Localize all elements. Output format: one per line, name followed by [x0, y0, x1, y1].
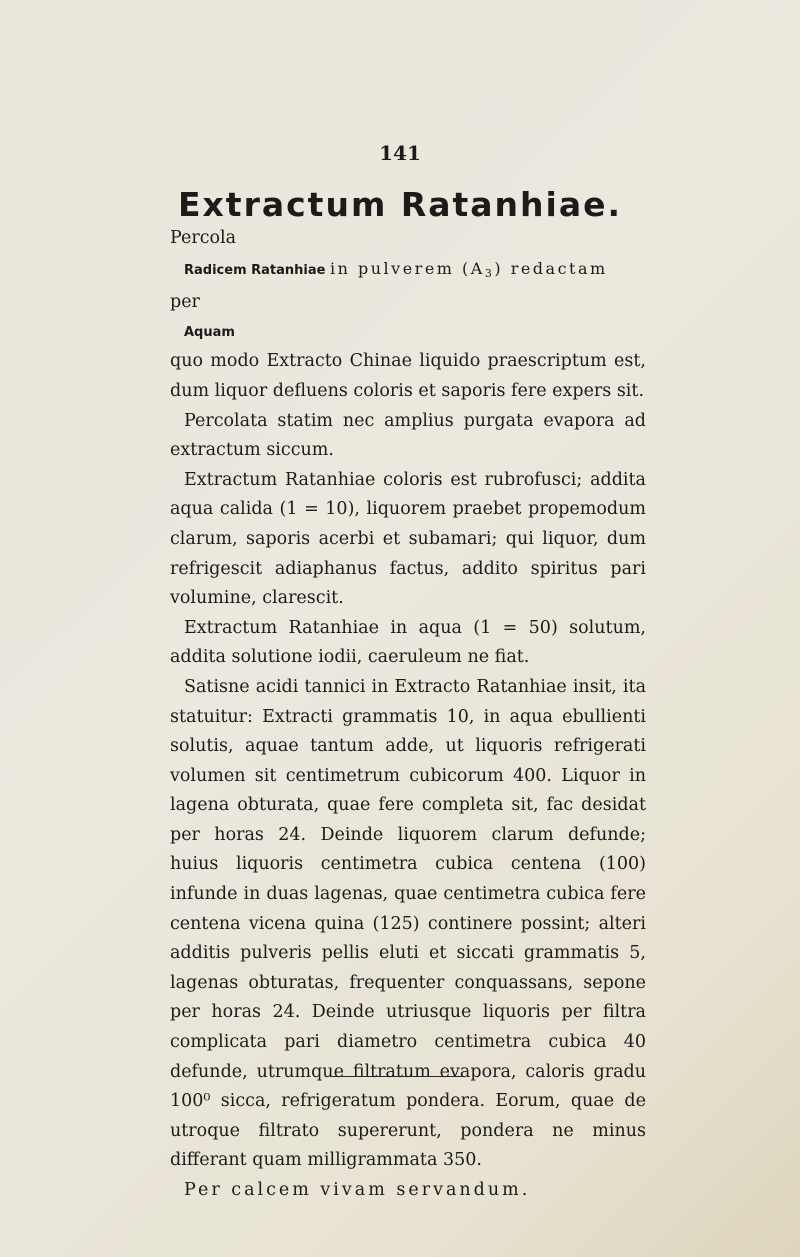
paragraph-4: Extractum Ratanhiae in aqua (1 = 50) solutum, addita solutione iodii, caeruleum ne fiat. — [170, 617, 646, 668]
end-rule — [332, 1076, 462, 1077]
paragraph-2: Percolata statim nec amplius purgata evapora ad extractum siccum. — [170, 410, 646, 461]
paragraph-1: quo modo Extracto Chinae liquido praescriptum est, dum liquor defluens coloris et saporis fere expers sit. — [170, 351, 646, 401]
ingredient-desc-end: ) redactam — [494, 258, 608, 278]
closing-line: Per calcem vivam servandum. — [184, 1180, 531, 1200]
recipe-line-percola: Percola — [170, 228, 237, 248]
paragraph-3: Extractum Ratanhiae coloris est rubrofusci; addita aqua calida (1 = 10), liquorem praebet propemodum clarum, saporis acerbi et subamari; qui liquor, dum refrigescit adiaphanus factus, addito spiritus pari volumine, clarescit. — [170, 469, 646, 609]
body-text — [170, 224, 646, 1206]
ingredient-description — [330, 259, 608, 278]
page-title: Extractum Ratanhiae. — [177, 185, 623, 224]
page-number: 141 — [379, 141, 421, 165]
recipe-ingredient-radix — [170, 254, 646, 289]
ingredient-desc-part: in pulverem (A — [330, 258, 485, 278]
ingredient-subscript: 3 — [484, 266, 495, 280]
recipe-ingredient-aqua: Aquam — [184, 324, 235, 340]
ingredient-name: Radicem Ratanhiae — [184, 262, 326, 278]
recipe-line-per: per — [170, 292, 200, 313]
paragraph-5: Satisne acidi tannici in Extracto Ratanhiae insit, ita statuitur: Extracti grammatis 10, in aqua ebullienti solutis, aquae tantum adde, ut liquoris refrigerati volumen sit centimetrum cubicorum 400. Liquor in lagena obturata, quae fere completa sit, fac desidat per horas 24. Deinde liquorem clarum defunde; huius liquoris centimetra cubica centena (100) infunde in duas lagenas, quae centimetra cubica fere centena vicena quina (125) continere possint; alteri additis pulveris pellis eluti et siccati grammatis 5, lagenas obturatas, frequenter conquassans, sepone per horas 24. Deinde utriusque liquoris per filtra complicata pari diametro centimetra cubica 40 defunde, utrumque filtratum evapora, caloris gradu 100⁰ sicca, refrigeratum pondera. Eorum, quae de utroque filtrato supererunt, pondera ne minus differant quam milligrammata 350. — [170, 676, 646, 1171]
